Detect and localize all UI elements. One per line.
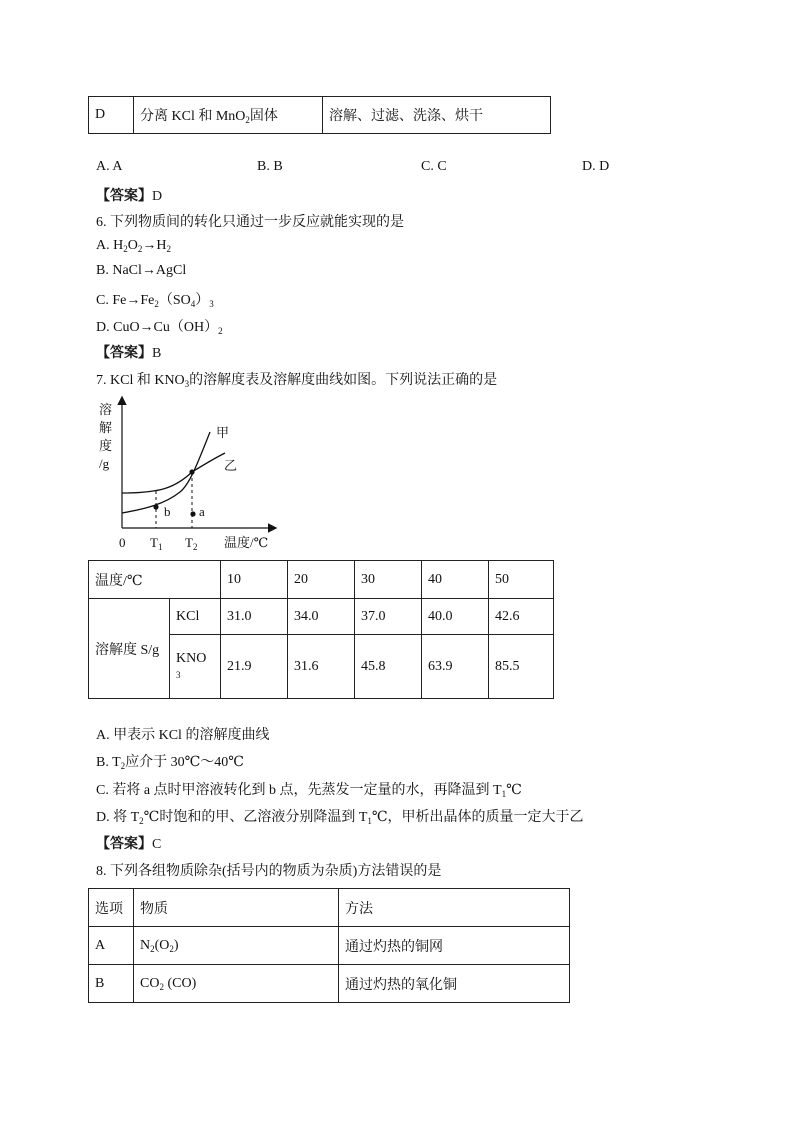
kno3-value: 85.5 (489, 635, 554, 699)
q6-option-c: C. $Fe\to Fe_2(SO_4)_3$ (96, 293, 214, 309)
y-label-char-1: 溶 (99, 402, 113, 417)
kno3-value: 31.6 (288, 635, 355, 699)
kno3-value: 45.8 (355, 635, 422, 699)
q6-stem: 6. 下列物质间的转化只通过一步反应就能实现的是 (96, 215, 404, 230)
temp-20: 20 (288, 561, 355, 599)
point-b (153, 504, 158, 509)
temp-40: 40 (422, 561, 489, 599)
q8-stem: 8. 下列各组物质除杂(括号内的物质为杂质)方法错误的是 (96, 864, 442, 879)
kcl-value: 40.0 (422, 599, 489, 635)
q8-row-method: 通过灼热的氧化铜 (339, 965, 570, 1003)
kno3-value: 63.9 (422, 635, 489, 699)
choice-c: C. C (421, 159, 447, 174)
row-name-kcl: KCl (170, 599, 221, 635)
kcl-value: 34.0 (288, 599, 355, 635)
kcl-value: 37.0 (355, 599, 422, 635)
q8-header-option: 选项 (89, 889, 134, 927)
kno3-value: 21.9 (221, 635, 288, 699)
q8-header-method: 方法 (339, 889, 570, 927)
q7-option-b: B. $T_2$应介于 30℃～40℃ (96, 755, 244, 771)
point-b-label: b (164, 504, 171, 519)
table-header-label: 温度/℃ (89, 561, 221, 599)
q7-option-a: A. 甲表示 KCl 的溶解度曲线 (96, 728, 270, 743)
q5-option-cell: D (89, 97, 134, 134)
q8-header-substance: 物质 (134, 889, 339, 927)
kcl-value: 42.6 (489, 599, 554, 635)
q8-row-substance: $CO_2$ (CO) (134, 965, 339, 1003)
q7-option-d: D. 将 $T_2℃$时饱和的甲、乙溶液分别降温到 $T_1℃$，甲析出晶体的质量一定大于乙 (96, 810, 584, 826)
q5-task-cell: 分离 KCl 和 MnO$_2$固体 (134, 97, 323, 134)
x-axis-label: 温度/℃ (224, 535, 269, 550)
origin-label: 0 (119, 535, 126, 550)
temp-50: 50 (489, 561, 554, 599)
group-label: 溶解度 S/g (89, 599, 170, 699)
curve-yi-label: 乙 (224, 458, 238, 473)
q5-choices (96, 159, 616, 179)
q5-answer: 【答案】D (96, 189, 163, 204)
y-label-char-3: 度 (99, 438, 113, 453)
curve-jia (122, 432, 210, 513)
y-label-char-2: 解 (99, 420, 113, 435)
row-name-kno3: KNO 3 (170, 635, 221, 699)
q5-table (88, 96, 551, 134)
q8-row-option: A (89, 927, 134, 965)
q7-option-c: C. 若将 a 点时甲溶液转化到 b 点，先蒸发一定量的水，再降温到 $T_1℃$ (96, 783, 522, 799)
choice-b: B. B (257, 159, 283, 174)
point-a-label: a (199, 504, 205, 519)
solubility-curve-figure (90, 392, 290, 557)
curve-jia-label: 甲 (216, 425, 230, 440)
temp-10: 10 (221, 561, 288, 599)
curve-yi (122, 453, 225, 493)
intersection-point (189, 469, 194, 474)
t2-label: $T_2$ (185, 535, 198, 552)
choice-a: A. A (96, 159, 123, 174)
q8-table (88, 888, 570, 1003)
t1-label: $T_1$ (150, 535, 163, 552)
q7-stem: 7. KCl 和 $KNO_3$的溶解度表及溶解度曲线如图。下列说法正确的是 (96, 373, 498, 389)
temp-30: 30 (355, 561, 422, 599)
q6-option-d: D. $CuO\to Cu(OH)_2$ (96, 320, 223, 336)
q8-row-method: 通过灼热的铜网 (339, 927, 570, 965)
q7-answer: 【答案】C (96, 837, 162, 852)
q6-option-b: B. NaCl→AgCl (96, 263, 187, 278)
q8-row-option: B (89, 965, 134, 1003)
point-a (190, 511, 195, 516)
choice-d: D. D (582, 159, 610, 174)
q8-row-substance: $N_2(O_2)$ (134, 927, 339, 965)
q6-answer: 【答案】B (96, 346, 162, 361)
q6-option-a: A. $H_2O_2\to H_2$ (96, 238, 171, 254)
kcl-value: 31.0 (221, 599, 288, 635)
y-label-char-4: /g (99, 456, 110, 471)
solubility-table (88, 560, 554, 699)
q5-method-cell: 溶解、过滤、洗涤、烘干 (323, 97, 551, 134)
